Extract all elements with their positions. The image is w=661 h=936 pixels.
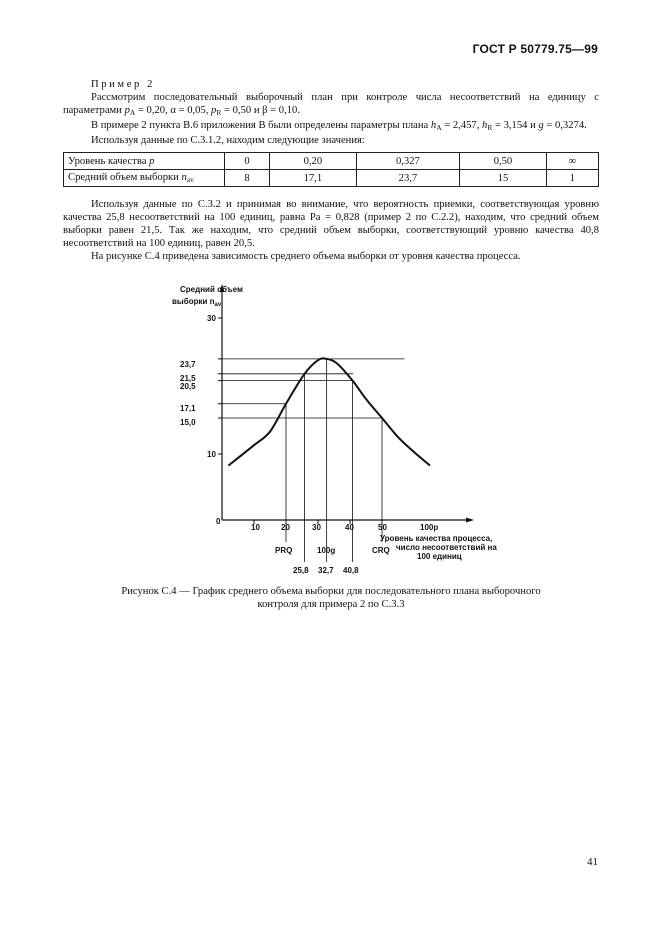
paragraph-params: Рассмотрим последовательный выборочный план при контроле числа несоответствий на единицу с параметрами $p_A = 0,20$, α = 0,05, $p_R = 0,50$ и β = 0,10.	[63, 92, 599, 117]
y-mark-label: 15,0	[180, 418, 196, 427]
y-tick-label: 10	[207, 450, 216, 459]
body-block	[63, 198, 599, 263]
standard-header: ГОСТ Р 50779.75—99	[472, 42, 598, 56]
table-cell: 0,327	[356, 153, 459, 170]
x-tick-label: 100p	[420, 523, 439, 532]
y-mark-label: 23,7	[180, 360, 196, 369]
x-label-prq: PRQ	[275, 546, 293, 555]
vertical-reference-lines	[286, 359, 382, 562]
table-row	[64, 170, 599, 187]
x-axis-label-line3: 100 единиц	[417, 552, 462, 561]
x-tick-label: 10	[251, 523, 260, 532]
table-cell: 17,1	[270, 170, 357, 187]
x-mark-label: 40,8	[343, 566, 359, 575]
x-tick-label: 30	[312, 523, 321, 532]
x-axis-label-line2: число несоответствий на	[396, 543, 497, 552]
table-cell: 23,7	[356, 170, 459, 187]
y-mark-label: 20,5	[180, 382, 196, 391]
figure-caption	[63, 585, 599, 611]
x-mark-label: 32,7	[318, 566, 334, 575]
caption-line: Рисунок С.4 — График среднего объема выборки для последовательного плана выборочного	[121, 586, 541, 597]
horizontal-reference-lines	[218, 359, 404, 418]
x-mark-label: 25,8	[293, 566, 309, 575]
paragraph-figure-ref: На рисунке С.4 приведена зависимость среднего объема выборки от уровня качества процесса.	[91, 251, 521, 262]
y-tick-label: 30	[207, 314, 216, 323]
y-mark-label: 21,5	[180, 374, 196, 383]
example-block	[63, 78, 599, 147]
table-cell: 0,50	[460, 153, 547, 170]
x-axis-label-line1: Уровень качества процесса,	[380, 534, 493, 543]
x-tick-label: 50	[378, 523, 387, 532]
sample-size-curve	[228, 358, 430, 465]
x-label-crq: CRQ	[372, 546, 390, 555]
sample-size-chart	[150, 280, 497, 580]
table-cell: 8	[225, 170, 270, 187]
table-cell: 15	[460, 170, 547, 187]
table-cell: 1	[546, 170, 598, 187]
y-tick-label: 0	[216, 517, 221, 526]
y-axis-label-line1: Средний объем	[180, 285, 243, 294]
table-row	[64, 153, 599, 170]
x-axis-arrow	[466, 518, 474, 523]
y-axis-label-line2: выборки $n_{av}$	[172, 297, 222, 308]
table-cell: 0,20	[270, 153, 357, 170]
table-row-label: Уровень качества p	[64, 153, 225, 170]
x-tick-label: 40	[345, 523, 354, 532]
paragraph-analysis: Используя данные по С.3.2 и принимая во внимание, что вероятность приемки, соответствующая уровню качества 25,8 несоответствий на 100 единиц, равна Pa = 0,828 (пример 2 по С.2.2), находим, что средний объем выборки равен 21,5. Так же находим, что средний объем выборки, соответствующий уровню качества 40,8 несоответствий на 100 единиц, равен 20,5.	[63, 199, 599, 249]
y-mark-label: 17,1	[180, 404, 196, 413]
x-label-100g: 100g	[317, 546, 336, 555]
x-tick-label: 20	[281, 523, 290, 532]
paragraph-values-intro: Используя данные по С.3.1.2, находим следующие значения:	[91, 135, 365, 146]
table-cell: 0	[225, 153, 270, 170]
caption-line: контроля для примера 2 по С.3.3	[257, 599, 405, 610]
page-number: 41	[587, 856, 598, 868]
example-heading: Пример 2	[91, 79, 156, 90]
paragraph-plan: В примере 2 пункта В.6 приложения В были определены параметры плана $h_A = 2,457$, $h_R = 3,154$ и g = 0,3274.	[91, 120, 587, 132]
values-table	[63, 152, 599, 187]
table-cell: ∞	[546, 153, 598, 170]
table-row-label: Средний объем выборки $n_{av}$	[64, 170, 225, 187]
